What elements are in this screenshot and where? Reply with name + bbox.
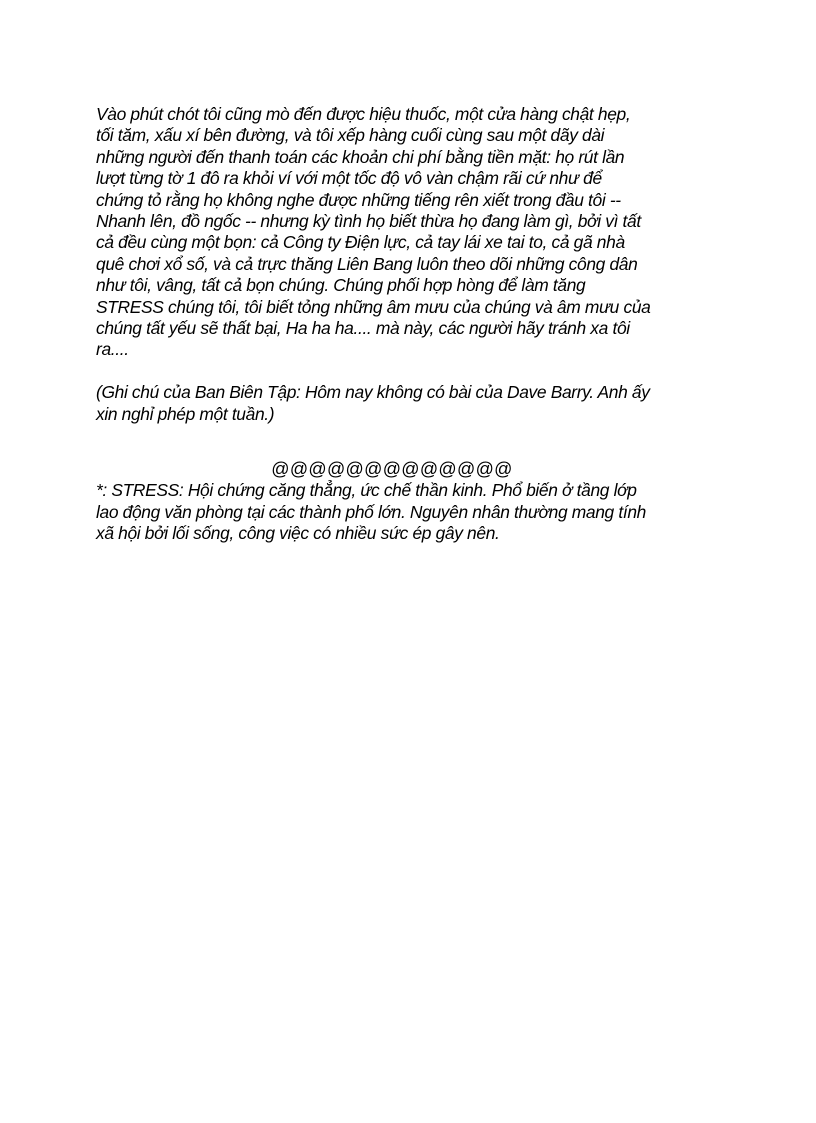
footnote-line: *: STRESS: Hội chứng căng thẳng, ức chế thần kinh. Phổ biến ở tầng lớp (96, 480, 637, 501)
editor-note-line: (Ghi chú của Ban Biên Tập: Hôm nay không có bài của Dave Barry. Anh ấy (96, 382, 650, 403)
editor-note-paragraph (96, 382, 736, 425)
paragraph-line: Nhanh lên, đồ ngốc -- nhưng kỳ tình họ biết thừa họ đang làm gì, bởi vì tất (96, 211, 641, 232)
paragraph-line: tối tăm, xấu xí bên đường, và tôi xếp hàng cuối cùng sau một dãy dài (96, 125, 605, 146)
paragraph-line: STRESS chúng tôi, tôi biết tỏng những âm mưu của chúng và âm mưu của (96, 296, 651, 317)
paragraph-spacer (96, 361, 736, 382)
footnote-line: lao động văn phòng tại các thành phố lớn. Nguyên nhân thường mang tính (96, 501, 646, 522)
paragraph-line: Vào phút chót tôi cũng mò đến được hiệu thuốc, một cửa hàng chật hẹp, (96, 104, 631, 124)
main-paragraph (96, 104, 736, 361)
paragraph-line: quê chơi xổ số, và cả trực thăng Liên Bang luôn theo dõi những công dân (96, 253, 638, 274)
document-body (96, 104, 736, 545)
paragraph-line: những người đến thanh toán các khoản chi phí bằng tiền mặt: họ rút lần (96, 146, 625, 167)
paragraph-line: chứng tỏ rằng họ không nghe được những tiếng rên xiết trong đầu tôi -- (96, 189, 621, 210)
footnote-paragraph (96, 480, 736, 544)
paragraph-line: lượt từng tờ 1 đô ra khỏi ví với một tốc độ vô vàn chậm rãi cứ như để (96, 168, 602, 189)
paragraph-line: như tôi, vâng, tất cả bọn chúng. Chúng phối hợp hòng để làm tăng (96, 275, 586, 296)
footnote-line: xã hội bởi lối sống, công việc có nhiều sức ép gây nên. (96, 523, 500, 544)
paragraph-line: cả đều cùng một bọn: cả Công ty Điện lực, cả tay lái xe tai to, cả gã nhà (96, 232, 625, 253)
paragraph-line: ra.... (96, 339, 129, 360)
editor-note-line: xin nghỉ phép một tuần.) (96, 403, 275, 424)
section-separator: @@@@@@@@@@@@@ (271, 459, 513, 480)
paragraph-line: chúng tất yếu sẽ thất bại, Ha ha ha.... mà này, các người hãy tránh xa tôi (96, 318, 630, 339)
